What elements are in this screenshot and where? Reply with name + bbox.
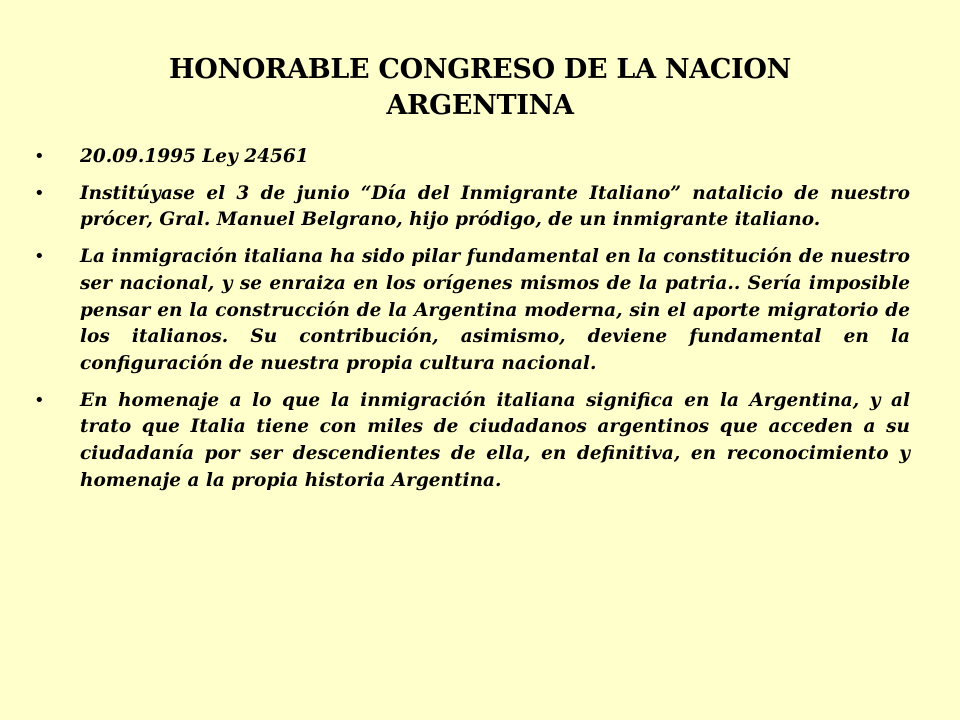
bullet-item-institution — [34, 181, 910, 234]
bullet-dot-icon: • — [34, 146, 45, 167]
bullet-dot-icon: • — [34, 246, 45, 268]
slide-title — [80, 52, 880, 124]
bullet-dot-icon: • — [34, 389, 45, 411]
bullet-dot-icon: • — [34, 182, 45, 204]
bullet-list — [34, 144, 910, 504]
bullet-item-immigration-pillar — [34, 244, 910, 378]
bullet-text: La inmigración italiana ha sido pilar fundamental en la constitución de nuestro ser nacional, y se enraiza en los orígenes mismos de la patria.. Sería imposible pensar en la construcción de la Argentina moderna, sin el aporte migratorio de los italianos. Su contribución, asimismo, deviene fundamental en la configuración de nuestra propia cultura nacional. — [80, 246, 910, 374]
bullet-text: En homenaje a lo que la inmigración italiana significa en la Argentina, y al trato que Italia tiene con miles de ciudadanos argentinos que acceden a su ciudadanía por ser descendientes de ella, en definitiva, en reconocimiento y homenaje a la propia historia Argentina. — [80, 389, 910, 491]
bullet-item-date-law — [34, 144, 910, 171]
bullet-text: 20.09.1995 Ley 24561 — [80, 146, 309, 167]
bullet-text: Institúyase el 3 de junio “Día del Inmigrante Italiano” natalicio de nuestro prócer, Gral. Manuel Belgrano, hijo pródigo, de un inmigrante italiano. — [80, 182, 910, 231]
title-line-1: HONORABLE CONGRESO DE LA NACION — [169, 54, 791, 85]
title-line-2: ARGENTINA — [386, 90, 574, 121]
bullet-item-homage — [34, 388, 910, 495]
